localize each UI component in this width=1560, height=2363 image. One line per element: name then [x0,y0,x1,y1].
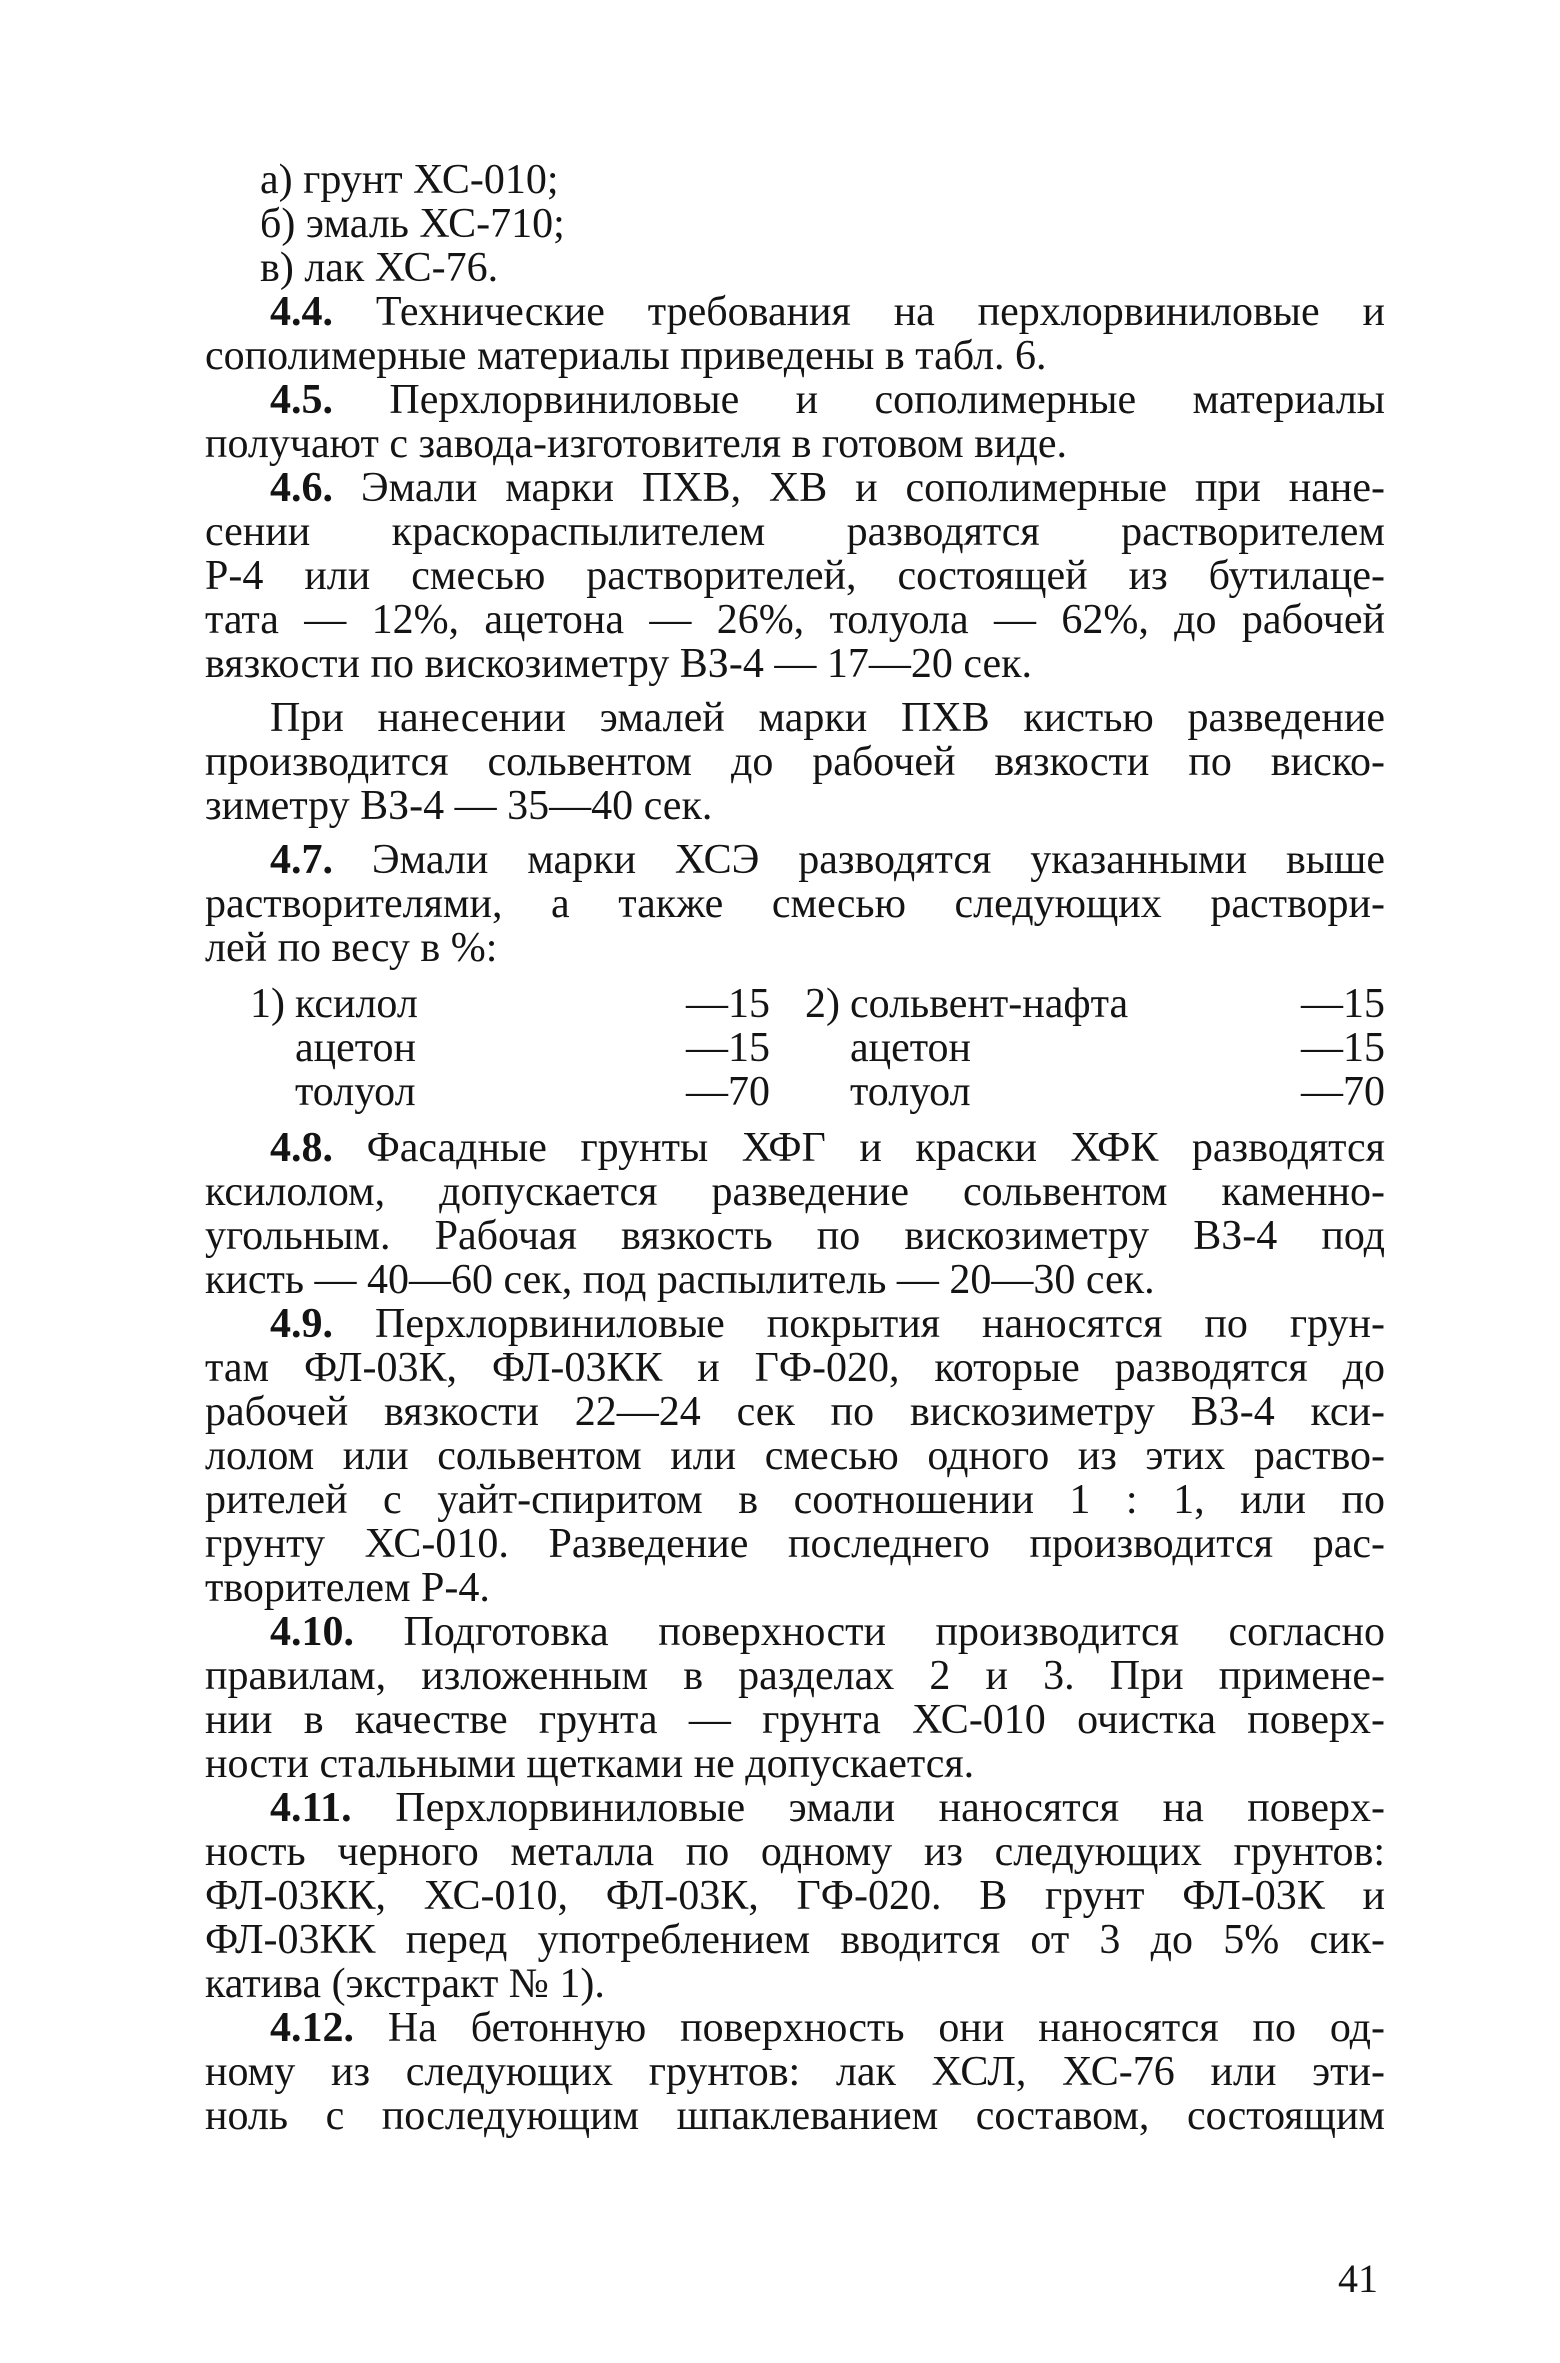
paragraph-4-9: 4.9. Перхлорвиниловые покрытия наносятся по грун- там ФЛ-03К, ФЛ-03КК и ГФ-020, которые разводятся до рабочей вязкости 22—24 сек по вискозиметру ВЗ-4 кси- лолом или сольвентом или смесью одного из этих раство- рителей с уайт-спиритом в соотношении 1 : 1, или по грунту ХС-010. Разведение последнего производится рас- творителем Р-4. [205,1301,1386,1611]
table-row: 1) ксилол —15 2) сольвент-нафта —15 [250,981,1385,1027]
paragraph-number: 4.9. [270,1301,333,1347]
paragraph-4-12: 4.12. На бетонную поверхность они наносятся по од- ному из следующих грунтов: лак ХСЛ, ХС-76 или эти- ноль с последующим шпаклеванием составом, состоящим [205,2005,1385,2139]
list-item: а) грунт ХС-010; [260,157,559,203]
paragraph-number: 4.6. [270,465,333,511]
paragraph-number: 4.12. [270,2005,354,2051]
mix-number: 2) [805,981,840,1027]
paragraph-4-6: 4.6. Эмали марки ПХВ, ХВ и сополимерные при нане- сении краскораспылителем разводятся растворителем Р-4 или смесью растворителей, состоящей из бутилаце- тата — 12%, ацетона — 26%, толуола — 62%, до рабочей вязкости по вискозиметру ВЗ-4 — 17—20 сек. [205,465,1385,687]
paragraph-number: 4.8. [270,1125,333,1171]
paragraph-number: 4.11. [270,1785,352,1831]
paragraph-number: 4.10. [270,1609,354,1655]
solvent-mixtures-table [250,982,1385,1114]
paragraph-number: 4.4. [270,289,333,335]
table-row: ацетон —15 ацетон —15 [295,1025,1385,1071]
paragraph-4-10: 4.10. Подготовка поверхности производится согласно правилам, изложенным в разделах 2 и 3. При примене- нии в качестве грунта — грунта ХС-010 очистка поверх- ности стальными щетками не допускается. [205,1609,1385,1787]
primer-list [205,158,1385,290]
mix-number: 1) [250,981,285,1027]
paragraph-4-7: 4.7. Эмали марки ХСЭ разводятся указанными выше растворителями, а также смесью следующих раствори- лей по весу в %: [205,837,1386,971]
paragraph-4-11: 4.11. Перхлорвиниловые эмали наносятся на поверх- ность черного металла по одному из следующих грунтов: ФЛ-03КК, ХС-010, ФЛ-03К, ГФ-020. В грунт ФЛ-03К и ФЛ-03КК перед употреблением вводится от 3 до 5% сик- катива (экстракт № 1). [205,1785,1386,2007]
paragraph-brush: При нанесении эмалей марки ПХВ кистью разведение производится сольвентом до рабочей вязкости по виско- зиметру ВЗ-4 — 35—40 сек. [205,695,1385,829]
paragraph-4-8: 4.8. Фасадные грунты ХФГ и краски ХФК разводятся ксилолом, допускается разведение сольвентом каменно- угольным. Рабочая вязкость по вискозиметру ВЗ-4 под кисть — 40—60 сек, под распылитель — 20—30 сек. [205,1125,1385,1303]
list-item: б) эмаль ХС-710; [260,201,565,247]
page-body [205,158,1385,2138]
paragraph-4-5: 4.5. Перхлорвиниловые и сополимерные материалы получают с завода-изготовителя в готовом виде. [205,377,1385,467]
table-row: толуол —70 толуол —70 [295,1069,1385,1115]
paragraph-number: 4.7. [270,837,333,883]
paragraph-number: 4.5. [270,377,333,423]
page-number: 41 [1338,2256,1378,2301]
list-item: в) лак ХС-76. [260,245,499,291]
paragraph-4-4: 4.4. Технические требования на перхлорвиниловые и сополимерные материалы приведены в табл. 6. [205,289,1385,379]
